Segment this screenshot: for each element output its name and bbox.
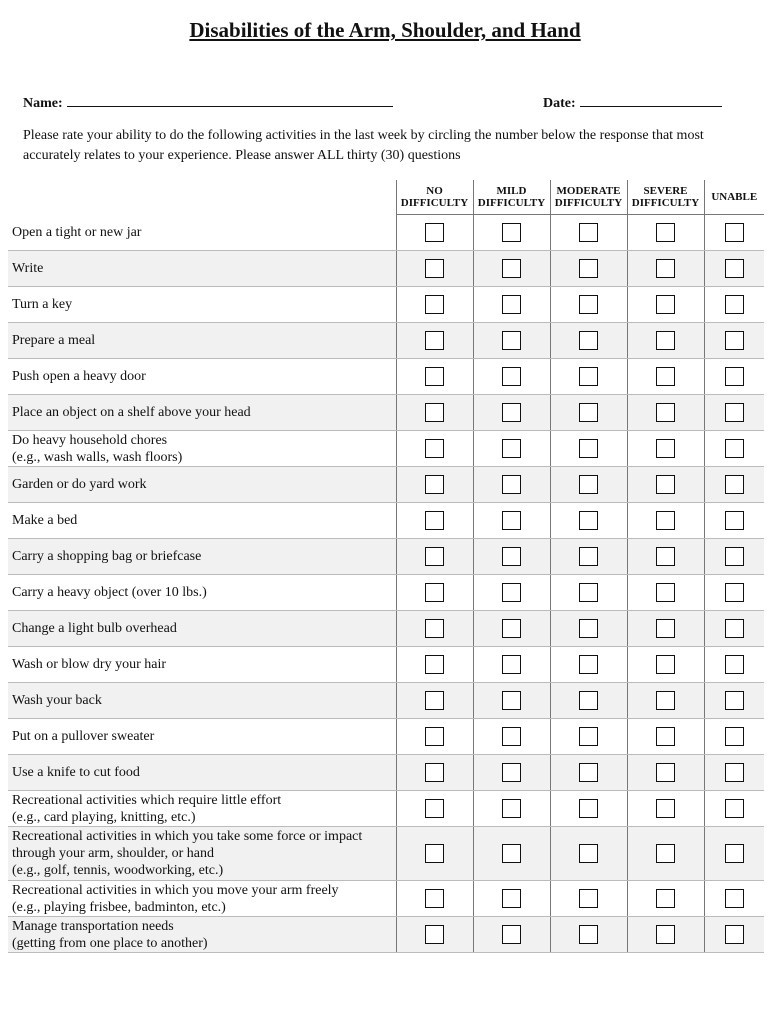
table-row: [8, 503, 764, 539]
column-header-line2: DIFFICULTY: [631, 197, 700, 209]
rating-checkbox-no[interactable]: [425, 799, 444, 818]
rating-checkbox-unable[interactable]: [725, 439, 744, 458]
rating-cell: [704, 827, 764, 881]
date-field-group: [543, 94, 722, 112]
rating-checkbox-moderate[interactable]: [579, 925, 598, 944]
rating-checkbox-no[interactable]: [425, 619, 444, 638]
rating-checkbox-unable[interactable]: [725, 583, 744, 602]
rating-cell: [396, 917, 473, 953]
rating-cell: [704, 917, 764, 953]
rating-checkbox-no[interactable]: [425, 223, 444, 242]
date-input-line[interactable]: [580, 94, 722, 107]
rating-checkbox-moderate[interactable]: [579, 295, 598, 314]
rating-cell: [704, 323, 764, 359]
rating-checkbox-moderate[interactable]: [579, 403, 598, 422]
rating-checkbox-mild[interactable]: [502, 511, 521, 530]
rating-cell: [473, 917, 550, 953]
rating-cell: [396, 359, 473, 395]
activity-label: Recreational activities in which you take some force or impact through your arm, shoulder, or hand (e.g., golf, tennis, woodworking, etc.): [8, 827, 396, 881]
rating-cell: [396, 395, 473, 431]
rating-cell: [704, 647, 764, 683]
rating-cell: [627, 287, 704, 323]
rating-cell: [627, 917, 704, 953]
rating-cell: [550, 467, 627, 503]
rating-checkbox-severe[interactable]: [656, 925, 675, 944]
rating-cell: [704, 791, 764, 827]
rating-cell: [704, 251, 764, 287]
rating-checkbox-severe[interactable]: [656, 727, 675, 746]
rating-cell: [550, 791, 627, 827]
rating-cell: [473, 287, 550, 323]
rating-cell: [627, 503, 704, 539]
rating-cell: [396, 503, 473, 539]
rating-checkbox-moderate[interactable]: [579, 511, 598, 530]
rating-checkbox-no[interactable]: [425, 889, 444, 908]
table-row: [8, 755, 764, 791]
table-row: [8, 323, 764, 359]
rating-cell: [704, 395, 764, 431]
activity-label: Manage transportation needs (getting from one place to another): [8, 917, 396, 953]
activity-label: Push open a heavy door: [8, 359, 396, 395]
rating-checkbox-moderate[interactable]: [579, 619, 598, 638]
rating-checkbox-moderate[interactable]: [579, 367, 598, 386]
rating-checkbox-moderate[interactable]: [579, 691, 598, 710]
rating-cell: [704, 611, 764, 647]
rating-checkbox-moderate[interactable]: [579, 475, 598, 494]
rating-checkbox-mild[interactable]: [502, 367, 521, 386]
rating-checkbox-mild[interactable]: [502, 331, 521, 350]
name-field-group: [23, 94, 393, 112]
activity-label: Wash your back: [8, 683, 396, 719]
rating-checkbox-unable[interactable]: [725, 763, 744, 782]
activity-label: Use a knife to cut food: [8, 755, 396, 791]
rating-cell: [627, 395, 704, 431]
rating-cell: [704, 503, 764, 539]
rating-checkbox-no[interactable]: [425, 583, 444, 602]
rating-checkbox-severe[interactable]: [656, 583, 675, 602]
rating-checkbox-no[interactable]: [425, 925, 444, 944]
table-row: [8, 827, 764, 881]
rating-checkbox-mild[interactable]: [502, 439, 521, 458]
rating-checkbox-no[interactable]: [425, 763, 444, 782]
rating-cell: [550, 683, 627, 719]
rating-checkbox-severe[interactable]: [656, 619, 675, 638]
rating-checkbox-moderate[interactable]: [579, 331, 598, 350]
table-row: [8, 431, 764, 467]
rating-checkbox-mild[interactable]: [502, 259, 521, 278]
table-row: [8, 251, 764, 287]
rating-cell: [550, 215, 627, 251]
rating-cell: [704, 683, 764, 719]
rating-checkbox-mild[interactable]: [502, 475, 521, 494]
rating-cell: [550, 755, 627, 791]
rating-cell: [473, 323, 550, 359]
rating-cell: [550, 287, 627, 323]
rating-cell: [473, 611, 550, 647]
rating-checkbox-unable[interactable]: [725, 295, 744, 314]
activity-label: Make a bed: [8, 503, 396, 539]
rating-cell: [473, 683, 550, 719]
rating-checkbox-moderate[interactable]: [579, 844, 598, 863]
rating-checkbox-mild[interactable]: [502, 889, 521, 908]
rating-cell: [704, 719, 764, 755]
rating-checkbox-unable[interactable]: [725, 799, 744, 818]
activity-label: Change a light bulb overhead: [8, 611, 396, 647]
rating-cell: [627, 215, 704, 251]
rating-cell: [627, 251, 704, 287]
rating-checkbox-unable[interactable]: [725, 223, 744, 242]
rating-checkbox-moderate[interactable]: [579, 727, 598, 746]
rating-cell: [473, 215, 550, 251]
rating-cell: [473, 647, 550, 683]
column-header-line1: SEVERE: [643, 185, 688, 197]
rating-checkbox-unable[interactable]: [725, 727, 744, 746]
rating-checkbox-severe[interactable]: [656, 655, 675, 674]
rating-cell: [396, 575, 473, 611]
table-row: [8, 917, 764, 953]
rating-cell: [550, 719, 627, 755]
rating-cell: [396, 251, 473, 287]
rating-cell: [396, 827, 473, 881]
rating-cell: [704, 881, 764, 917]
instructions-text: Please rate your ability to do the following activities in the last week by circling the number below the response that most accurately relates to your experience. Please answer ALL thirty (30) questions: [23, 128, 704, 163]
rating-checkbox-unable[interactable]: [725, 259, 744, 278]
header-blank: [8, 180, 396, 215]
rating-cell: [550, 503, 627, 539]
rating-cell: [704, 575, 764, 611]
rating-cell: [704, 215, 764, 251]
rating-cell: [627, 881, 704, 917]
rating-cell: [550, 539, 627, 575]
rating-checkbox-moderate[interactable]: [579, 655, 598, 674]
rating-cell: [473, 251, 550, 287]
rating-checkbox-unable[interactable]: [725, 547, 744, 566]
rating-checkbox-severe[interactable]: [656, 691, 675, 710]
rating-cell: [473, 539, 550, 575]
table-row: [8, 683, 764, 719]
rating-cell: [627, 791, 704, 827]
rating-cell: [396, 431, 473, 467]
rating-checkbox-no[interactable]: [425, 844, 444, 863]
rating-checkbox-unable[interactable]: [725, 475, 744, 494]
rating-checkbox-severe[interactable]: [656, 367, 675, 386]
rating-checkbox-mild[interactable]: [502, 844, 521, 863]
rating-cell: [627, 539, 704, 575]
rating-checkbox-severe[interactable]: [656, 889, 675, 908]
rating-cell: [704, 755, 764, 791]
column-header-unable: [704, 180, 764, 215]
rating-checkbox-moderate[interactable]: [579, 439, 598, 458]
rating-cell: [396, 683, 473, 719]
activity-label: Turn a key: [8, 287, 396, 323]
column-header-line2: DIFFICULTY: [400, 197, 469, 209]
rating-checkbox-unable[interactable]: [725, 511, 744, 530]
activity-label: Garden or do yard work: [8, 467, 396, 503]
rating-checkbox-mild[interactable]: [502, 799, 521, 818]
table-row: [8, 881, 764, 917]
activity-label: Do heavy household chores (e.g., wash walls, wash floors): [8, 431, 396, 467]
rating-checkbox-no[interactable]: [425, 367, 444, 386]
name-input-line[interactable]: [67, 94, 393, 107]
rating-cell: [627, 359, 704, 395]
rating-cell: [627, 431, 704, 467]
rating-cell: [396, 215, 473, 251]
rating-cell: [550, 827, 627, 881]
rating-cell: [396, 647, 473, 683]
rating-cell: [473, 359, 550, 395]
table-header-row: [8, 180, 764, 215]
rating-checkbox-no[interactable]: [425, 547, 444, 566]
rating-checkbox-mild[interactable]: [502, 655, 521, 674]
rating-checkbox-unable[interactable]: [725, 889, 744, 908]
rating-checkbox-unable[interactable]: [725, 655, 744, 674]
table-row: [8, 359, 764, 395]
rating-cell: [473, 881, 550, 917]
table-row: [8, 215, 764, 251]
column-header-line2: DIFFICULTY: [477, 197, 546, 209]
rating-checkbox-severe[interactable]: [656, 763, 675, 782]
activity-label: Carry a heavy object (over 10 lbs.): [8, 575, 396, 611]
activity-label: Place an object on a shelf above your head: [8, 395, 396, 431]
rating-cell: [627, 719, 704, 755]
activity-label: Put on a pullover sweater: [8, 719, 396, 755]
rating-cell: [473, 755, 550, 791]
rating-cell: [396, 323, 473, 359]
rating-cell: [396, 287, 473, 323]
rating-checkbox-no[interactable]: [425, 403, 444, 422]
rating-checkbox-no[interactable]: [425, 691, 444, 710]
rating-cell: [627, 611, 704, 647]
rating-cell: [627, 755, 704, 791]
table-row: [8, 539, 764, 575]
rating-checkbox-severe[interactable]: [656, 439, 675, 458]
rating-cell: [473, 467, 550, 503]
rating-checkbox-severe[interactable]: [656, 799, 675, 818]
rating-checkbox-mild[interactable]: [502, 547, 521, 566]
rating-cell: [396, 611, 473, 647]
rating-cell: [627, 683, 704, 719]
rating-checkbox-mild[interactable]: [502, 691, 521, 710]
activity-label: Recreational activities in which you move your arm freely (e.g., playing frisbee, badminton, etc.): [8, 881, 396, 917]
rating-cell: [627, 647, 704, 683]
rating-checkbox-no[interactable]: [425, 511, 444, 530]
rating-checkbox-unable[interactable]: [725, 619, 744, 638]
rating-checkbox-no[interactable]: [425, 259, 444, 278]
rating-cell: [627, 827, 704, 881]
rating-checkbox-mild[interactable]: [502, 403, 521, 422]
rating-checkbox-mild[interactable]: [502, 925, 521, 944]
activity-label: Recreational activities which require little effort (e.g., card playing, knitting, etc.): [8, 791, 396, 827]
rating-cell: [396, 539, 473, 575]
rating-cell: [550, 575, 627, 611]
rating-cell: [550, 251, 627, 287]
rating-checkbox-moderate[interactable]: [579, 799, 598, 818]
rating-cell: [396, 467, 473, 503]
rating-cell: [473, 395, 550, 431]
table-row: [8, 467, 764, 503]
date-label: Date:: [543, 96, 576, 111]
rating-cell: [704, 287, 764, 323]
rating-checkbox-no[interactable]: [425, 295, 444, 314]
rating-checkbox-no[interactable]: [425, 475, 444, 494]
rating-cell: [473, 431, 550, 467]
rating-cell: [550, 611, 627, 647]
activity-label: Open a tight or new jar: [8, 215, 396, 251]
rating-checkbox-severe[interactable]: [656, 295, 675, 314]
rating-cell: [550, 647, 627, 683]
rating-checkbox-no[interactable]: [425, 655, 444, 674]
rating-checkbox-no[interactable]: [425, 727, 444, 746]
table-row: [8, 575, 764, 611]
rating-cell: [396, 881, 473, 917]
rating-checkbox-unable[interactable]: [725, 367, 744, 386]
rating-cell: [473, 827, 550, 881]
rating-cell: [550, 881, 627, 917]
rating-checkbox-mild[interactable]: [502, 619, 521, 638]
rating-cell: [704, 431, 764, 467]
activity-rating-table: [8, 180, 764, 953]
column-header-line1: MILD: [496, 185, 527, 197]
rating-cell: [627, 467, 704, 503]
rating-checkbox-severe[interactable]: [656, 475, 675, 494]
column-header-mild: [473, 180, 550, 215]
column-header-moderate: [550, 180, 627, 215]
table-row: [8, 611, 764, 647]
rating-checkbox-moderate[interactable]: [579, 889, 598, 908]
rating-cell: [704, 359, 764, 395]
rating-cell: [473, 719, 550, 755]
rating-checkbox-unable[interactable]: [725, 925, 744, 944]
rating-checkbox-moderate[interactable]: [579, 763, 598, 782]
rating-checkbox-no[interactable]: [425, 439, 444, 458]
rating-checkbox-moderate[interactable]: [579, 259, 598, 278]
rating-checkbox-severe[interactable]: [656, 403, 675, 422]
rating-checkbox-severe[interactable]: [656, 844, 675, 863]
rating-checkbox-mild[interactable]: [502, 583, 521, 602]
rating-checkbox-moderate[interactable]: [579, 547, 598, 566]
rating-cell: [550, 323, 627, 359]
rating-cell: [550, 395, 627, 431]
rating-checkbox-unable[interactable]: [725, 403, 744, 422]
rating-cell: [396, 719, 473, 755]
activity-label: Write: [8, 251, 396, 287]
rating-cell: [473, 791, 550, 827]
rating-checkbox-severe[interactable]: [656, 223, 675, 242]
rating-cell: [704, 539, 764, 575]
rating-checkbox-unable[interactable]: [725, 331, 744, 350]
rating-cell: [473, 575, 550, 611]
rating-cell: [627, 323, 704, 359]
rating-cell: [396, 755, 473, 791]
rating-checkbox-moderate[interactable]: [579, 223, 598, 242]
rating-checkbox-unable[interactable]: [725, 844, 744, 863]
rating-checkbox-no[interactable]: [425, 331, 444, 350]
column-header-line1: UNABLE: [711, 191, 758, 203]
name-date-row: [23, 94, 728, 114]
table-row: [8, 287, 764, 323]
rating-cell: [550, 917, 627, 953]
column-header-line1: MODERATE: [556, 185, 621, 197]
column-header-severe: [627, 180, 704, 215]
activity-label: Wash or blow dry your hair: [8, 647, 396, 683]
rating-cell: [704, 467, 764, 503]
activity-label: Carry a shopping bag or briefcase: [8, 539, 396, 575]
rating-checkbox-mild[interactable]: [502, 763, 521, 782]
rating-checkbox-mild[interactable]: [502, 727, 521, 746]
rating-cell: [550, 431, 627, 467]
table-row: [8, 719, 764, 755]
form-title: Disabilities of the Arm, Shoulder, and Hand: [189, 18, 581, 42]
table-row: [8, 395, 764, 431]
rating-cell: [550, 359, 627, 395]
rating-checkbox-mild[interactable]: [502, 295, 521, 314]
rating-checkbox-severe[interactable]: [656, 511, 675, 530]
rating-cell: [473, 503, 550, 539]
rating-checkbox-moderate[interactable]: [579, 583, 598, 602]
table-row: [8, 647, 764, 683]
column-header-line2: DIFFICULTY: [554, 197, 623, 209]
table-row: [8, 791, 764, 827]
rating-cell: [396, 791, 473, 827]
rating-cell: [627, 575, 704, 611]
column-header-line1: NO: [426, 185, 443, 197]
rating-checkbox-mild[interactable]: [502, 223, 521, 242]
rating-checkbox-severe[interactable]: [656, 331, 675, 350]
activity-label: Prepare a meal: [8, 323, 396, 359]
column-header-no: [396, 180, 473, 215]
rating-checkbox-severe[interactable]: [656, 547, 675, 566]
rating-checkbox-unable[interactable]: [725, 691, 744, 710]
name-label: Name:: [23, 96, 63, 111]
rating-checkbox-severe[interactable]: [656, 259, 675, 278]
